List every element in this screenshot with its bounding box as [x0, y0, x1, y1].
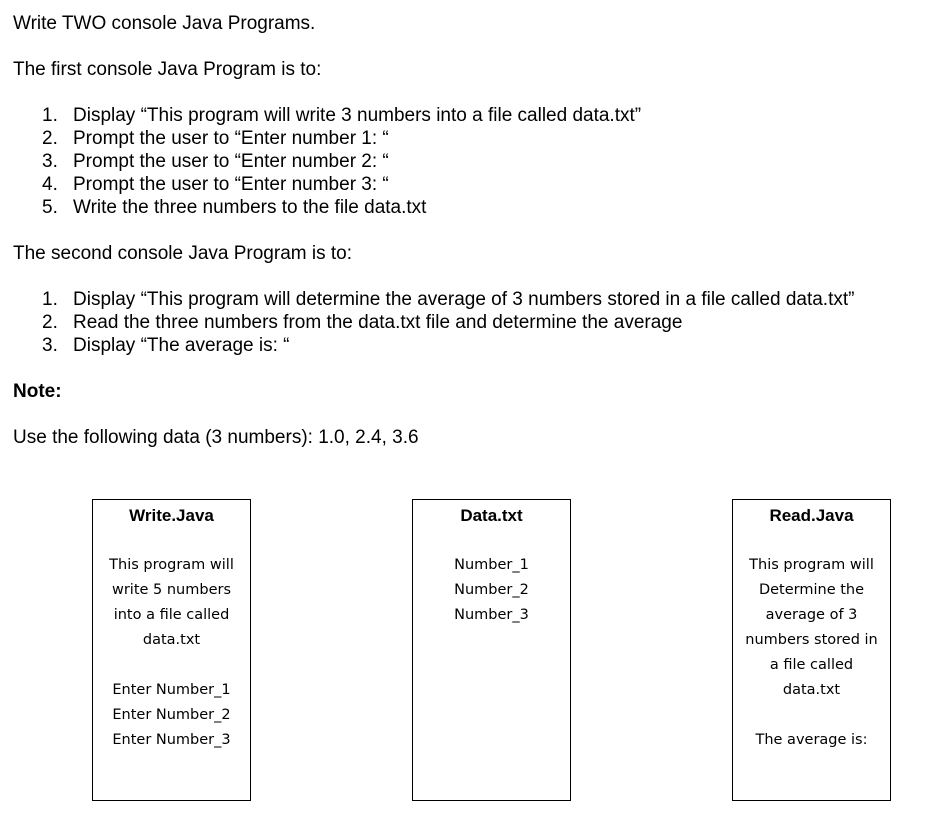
box-line: Determine the — [758, 582, 865, 598]
list-item — [13, 173, 913, 196]
list-item — [13, 150, 913, 173]
step-number: 5. — [42, 197, 58, 218]
second-program-steps — [13, 288, 913, 357]
step-number: 3. — [42, 335, 58, 356]
box-line: Number_3 — [454, 607, 529, 623]
box-body — [733, 553, 890, 753]
box-line: This program will — [109, 557, 234, 573]
list-item — [13, 104, 913, 127]
step-text: Prompt the user to “Enter number 3: “ — [73, 174, 389, 195]
second-program-heading: The second console Java Program is to: — [13, 243, 353, 264]
box-line: data.txt — [142, 632, 201, 648]
box-line: into a file called — [113, 607, 230, 623]
box-title: Write.Java — [129, 506, 214, 525]
step-number: 2. — [42, 128, 58, 149]
list-item — [13, 196, 913, 219]
step-text: Read the three numbers from the data.txt file and determine the average — [73, 312, 683, 333]
list-item — [13, 334, 913, 357]
list-item — [13, 127, 913, 150]
step-text: Prompt the user to “Enter number 1: “ — [73, 128, 389, 149]
first-program-heading: The first console Java Program is to: — [13, 59, 322, 80]
data-line: Use the following data (3 numbers): 1.0, 2.4, 3.6 — [13, 427, 419, 448]
box-line: average of 3 — [765, 607, 858, 623]
step-number: 2. — [42, 312, 58, 333]
box-line: data.txt — [782, 682, 841, 698]
box-body — [93, 553, 250, 753]
box-line: write 5 numbers — [111, 582, 232, 598]
box-line: Enter Number_1 — [112, 682, 231, 698]
assignment-document — [13, 12, 913, 449]
note-label: Note: — [13, 381, 62, 402]
box-title: Data.txt — [460, 506, 523, 525]
box-title: Read.Java — [769, 506, 854, 525]
read-java-box — [732, 499, 891, 801]
box-line: Number_1 — [454, 557, 529, 573]
step-text: Write the three numbers to the file data.txt — [73, 197, 427, 218]
step-text: Prompt the user to “Enter number 2: “ — [73, 151, 389, 172]
box-line: This program will — [749, 557, 874, 573]
list-item — [13, 311, 913, 334]
write-java-box — [92, 499, 251, 801]
step-number: 1. — [42, 105, 58, 126]
step-number: 3. — [42, 151, 58, 172]
box-line: Number_2 — [454, 582, 529, 598]
step-text: Display “The average is: “ — [73, 335, 290, 356]
box-line: Enter Number_3 — [112, 732, 231, 748]
step-number: 1. — [42, 289, 58, 310]
first-program-steps — [13, 104, 913, 219]
box-line: The average is: — [755, 732, 868, 748]
box-line: a file called — [769, 657, 854, 673]
box-line: numbers stored in — [745, 632, 878, 648]
box-line: Enter Number_2 — [112, 707, 231, 723]
list-item — [13, 288, 913, 311]
step-text: Display “This program will write 3 numbers into a file called data.txt” — [73, 105, 642, 126]
step-text: Display “This program will determine the average of 3 numbers stored in a file called data.txt” — [73, 289, 855, 310]
step-number: 4. — [42, 174, 58, 195]
intro-text: Write TWO console Java Programs. — [13, 13, 316, 34]
box-body — [413, 553, 570, 628]
data-txt-box — [412, 499, 571, 801]
